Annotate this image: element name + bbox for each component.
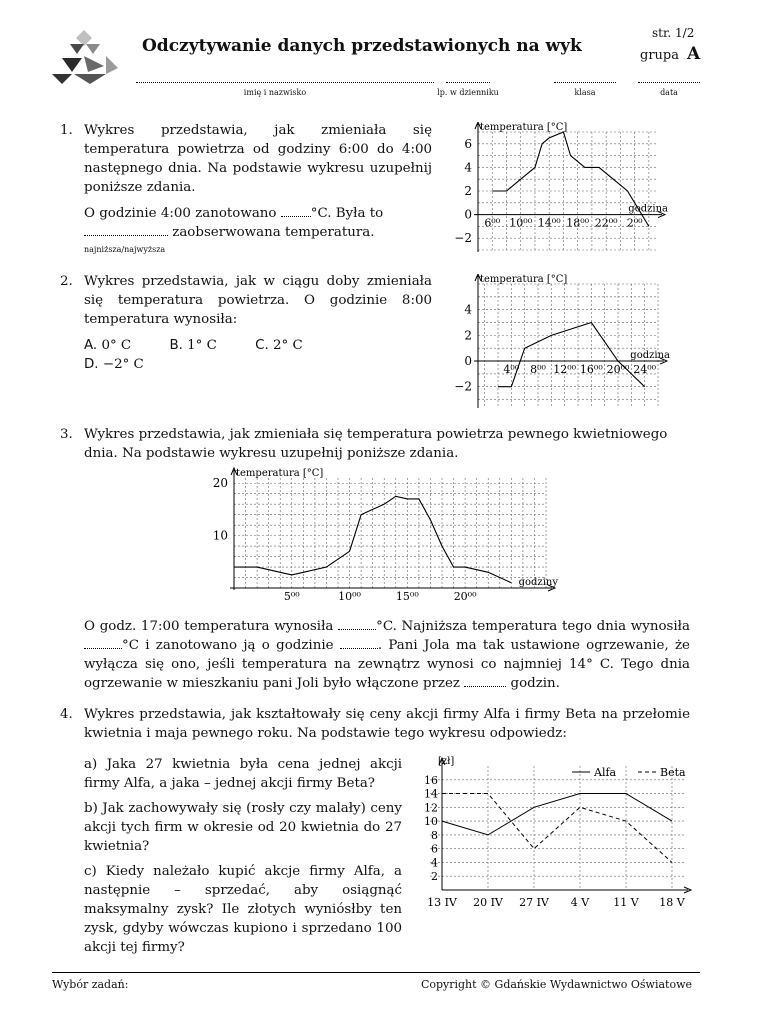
x-tick-label: 11 V xyxy=(613,896,639,909)
chart-q4 xyxy=(414,752,694,914)
question-number: 1. xyxy=(60,123,73,138)
answer-blank-min-temp[interactable] xyxy=(84,636,122,649)
legend-label-alfa: Alfa xyxy=(594,766,617,779)
x-axis-label: godzina xyxy=(628,203,668,215)
subquestion-c: c) Kiedy należało kupić akcje firmy Alfa, a następnie – sprzedać, aby osiągnąć maksymalny zysk? Ile złotych wyniósłby ten zysk, gdyby wówczas kupiono i sprzedano 100 akcji tej firmy? xyxy=(84,864,402,955)
answer-blank-min-hour[interactable] xyxy=(340,636,378,649)
x-tick-label: 10⁰⁰ xyxy=(509,216,533,230)
question-text: Wykres przedstawia, jak zmieniała się temperatura powietrza od godziny 6:00 do 4:00 następnego dnia. Na podstawie wykresu uzupełnij poniższe zdania. xyxy=(84,123,432,195)
legend-label-beta: Beta xyxy=(660,766,686,779)
question-4 xyxy=(60,705,690,743)
answer-option-a[interactable]: A. 0° C xyxy=(84,338,132,353)
answer-blank-extreme[interactable] xyxy=(84,223,168,236)
answer-options xyxy=(84,336,432,374)
y-tick-label: 16 xyxy=(424,773,438,787)
y-axis-label: temperatura [°C] xyxy=(480,274,568,285)
y-tick-label: 6 xyxy=(464,136,472,151)
y-tick-label: 4 xyxy=(464,302,472,317)
footer-divider xyxy=(52,972,700,973)
date-field-label: data xyxy=(660,88,678,97)
group-letter: A xyxy=(686,44,701,64)
y-axis-label: temperatura [°C] xyxy=(236,468,324,479)
x-tick-label: 20⁰⁰ xyxy=(606,363,630,377)
y-tick-label: −2 xyxy=(454,379,472,394)
sentence-part: godzin. xyxy=(510,676,560,691)
x-tick-label: 5⁰⁰ xyxy=(283,590,300,603)
page-title: Odczytywanie danych przedstawionych na wyk xyxy=(142,36,582,56)
y-tick-label: 2 xyxy=(464,328,472,343)
x-tick-label: 18⁰⁰ xyxy=(566,216,590,230)
fill-sentence xyxy=(84,204,432,242)
y-tick-label: 14 xyxy=(424,787,438,801)
question-text: Wykres przedstawia, jak w ciągu doby zmieniała się temperatura powietrza. O godzinie 8:00 temperatura wynosiła: xyxy=(84,274,432,327)
y-tick-label: −2 xyxy=(454,231,472,246)
x-tick-label: 20 IV xyxy=(473,896,503,909)
publisher-logo xyxy=(48,28,120,86)
x-tick-label: 24⁰⁰ xyxy=(633,363,657,377)
name-field-label: imię i nazwisko xyxy=(243,88,307,97)
series-line-alfa xyxy=(442,794,672,835)
y-tick-label: 0 xyxy=(464,354,472,369)
sentence-part: °C i zanotowano ją o godzinie xyxy=(122,638,334,653)
answer-blank-temperature[interactable] xyxy=(281,204,311,217)
y-tick-label: 4 xyxy=(431,856,438,870)
y-tick-label: 2 xyxy=(431,870,438,884)
answer-option-c[interactable]: C. 2° C xyxy=(255,338,303,353)
question-3-fill-text xyxy=(84,617,690,693)
x-tick-label: 2⁰⁰ xyxy=(626,216,643,230)
class-field-label: klasa xyxy=(574,88,596,97)
question-number: 2. xyxy=(60,274,73,289)
x-tick-label: 18 V xyxy=(659,896,685,909)
footer-task-selection: Wybór zadań: xyxy=(52,978,129,991)
group-indicator xyxy=(640,44,700,64)
hint-label: najniższa/najwyższa xyxy=(84,245,166,254)
y-axis-label: [zł] xyxy=(438,756,455,767)
x-tick-label: 27 IV xyxy=(519,896,549,909)
x-tick-label: 8⁰⁰ xyxy=(530,363,546,377)
x-tick-label: 14⁰⁰ xyxy=(537,216,561,230)
sentence-part: °C. Była to xyxy=(310,206,384,221)
answer-option-d[interactable]: D. −2° C xyxy=(84,357,144,372)
subquestion-a: a) Jaka 27 kwietnia była cena jednej akcji firmy Alfa, a jaka – jednej akcji firmy Beta? xyxy=(84,757,402,791)
x-tick-label: 10⁰⁰ xyxy=(338,590,361,603)
x-axis-label: godziny xyxy=(518,577,558,588)
question-2 xyxy=(60,272,432,374)
y-tick-label: 8 xyxy=(431,828,438,842)
temperature-series-line xyxy=(498,323,645,387)
x-tick-label: 20⁰⁰ xyxy=(453,590,477,603)
x-tick-label: 4⁰⁰ xyxy=(503,363,520,377)
question-1 xyxy=(60,121,432,259)
y-tick-label: 12 xyxy=(424,801,438,815)
question-4-subquestions xyxy=(84,755,402,957)
x-tick-label: 16⁰⁰ xyxy=(579,363,603,377)
y-tick-label: 10 xyxy=(212,528,228,543)
x-tick-label: 12⁰⁰ xyxy=(553,363,577,377)
answer-blank-temp-17[interactable] xyxy=(338,617,376,630)
x-tick-label: 4 V xyxy=(570,896,590,909)
x-tick-label: 6⁰⁰ xyxy=(484,216,501,230)
y-tick-label: 0 xyxy=(464,207,472,222)
sentence-part: O godzinie 4:00 zanotowano xyxy=(84,206,277,221)
page-number: str. 1/2 xyxy=(652,26,695,40)
y-tick-label: 10 xyxy=(424,815,438,829)
chart-q3 xyxy=(208,466,564,606)
x-tick-label: 22⁰⁰ xyxy=(594,216,618,230)
register-number-field-label: lp. w dzienniku xyxy=(437,88,499,97)
name-field-line[interactable] xyxy=(136,72,434,83)
footer-copyright: Copyright © Gdańskie Wydawnictwo Oświatowe xyxy=(420,978,692,991)
class-field-line[interactable] xyxy=(554,72,616,83)
y-tick-label: 20 xyxy=(212,476,228,491)
y-tick-label: 4 xyxy=(464,160,472,175)
question-number: 4. xyxy=(60,707,73,722)
answer-blank-hours[interactable] xyxy=(464,674,506,687)
series-line-beta xyxy=(442,794,672,863)
sentence-part: °C. Najniższa temperatura tego dnia wynosiła xyxy=(376,619,690,634)
question-text: Wykres przedstawia, jak zmieniała się temperatura powietrza pewnego kwietniowego dnia. Na podstawie wykresu uzupełnij poniższe zdania. xyxy=(84,427,668,461)
register-number-field-line[interactable] xyxy=(446,72,490,83)
y-tick-label: 6 xyxy=(431,842,438,856)
question-text: Wykres przedstawia, jak kształtowały się ceny akcji firmy Alfa i firmy Beta na przełomie kwietnia i maja pewnego roku. Na podstawie tego wykresu odpowiedz: xyxy=(84,707,690,741)
sentence-part: O godz. 17:00 temperatura wynosiła xyxy=(84,619,334,634)
x-tick-label: 15⁰⁰ xyxy=(395,590,419,603)
x-tick-label: 13 IV xyxy=(427,896,457,909)
question-3 xyxy=(60,425,690,463)
sentence-part: . Pani Jola ma tak ustawione ogrzewanie, że wyłącza się ono, jeśli temperatura na zewnątrz wynosi co najmniej 14° C. Tego dnia ogrzewanie w mieszkaniu pani Joli było włączone przez xyxy=(84,638,690,691)
subquestion-b: b) Jak zachowywały się (rosły czy malały) ceny akcji tych firm w okresie od 20 kwietnia do 27 kwietnia? xyxy=(84,801,402,854)
chart-q2 xyxy=(446,274,692,412)
date-field-line[interactable] xyxy=(638,72,700,83)
y-tick-label: 2 xyxy=(464,184,472,198)
question-number: 3. xyxy=(60,427,73,442)
answer-option-b[interactable]: B. 1° C xyxy=(169,338,217,353)
x-axis-label: godzina xyxy=(630,350,670,362)
chart-q1 xyxy=(446,122,692,258)
sentence-part: zaobserwowana temperatura. xyxy=(172,225,375,240)
group-label: grupa xyxy=(640,48,679,63)
y-axis-label: temperatura [°C] xyxy=(480,122,568,133)
